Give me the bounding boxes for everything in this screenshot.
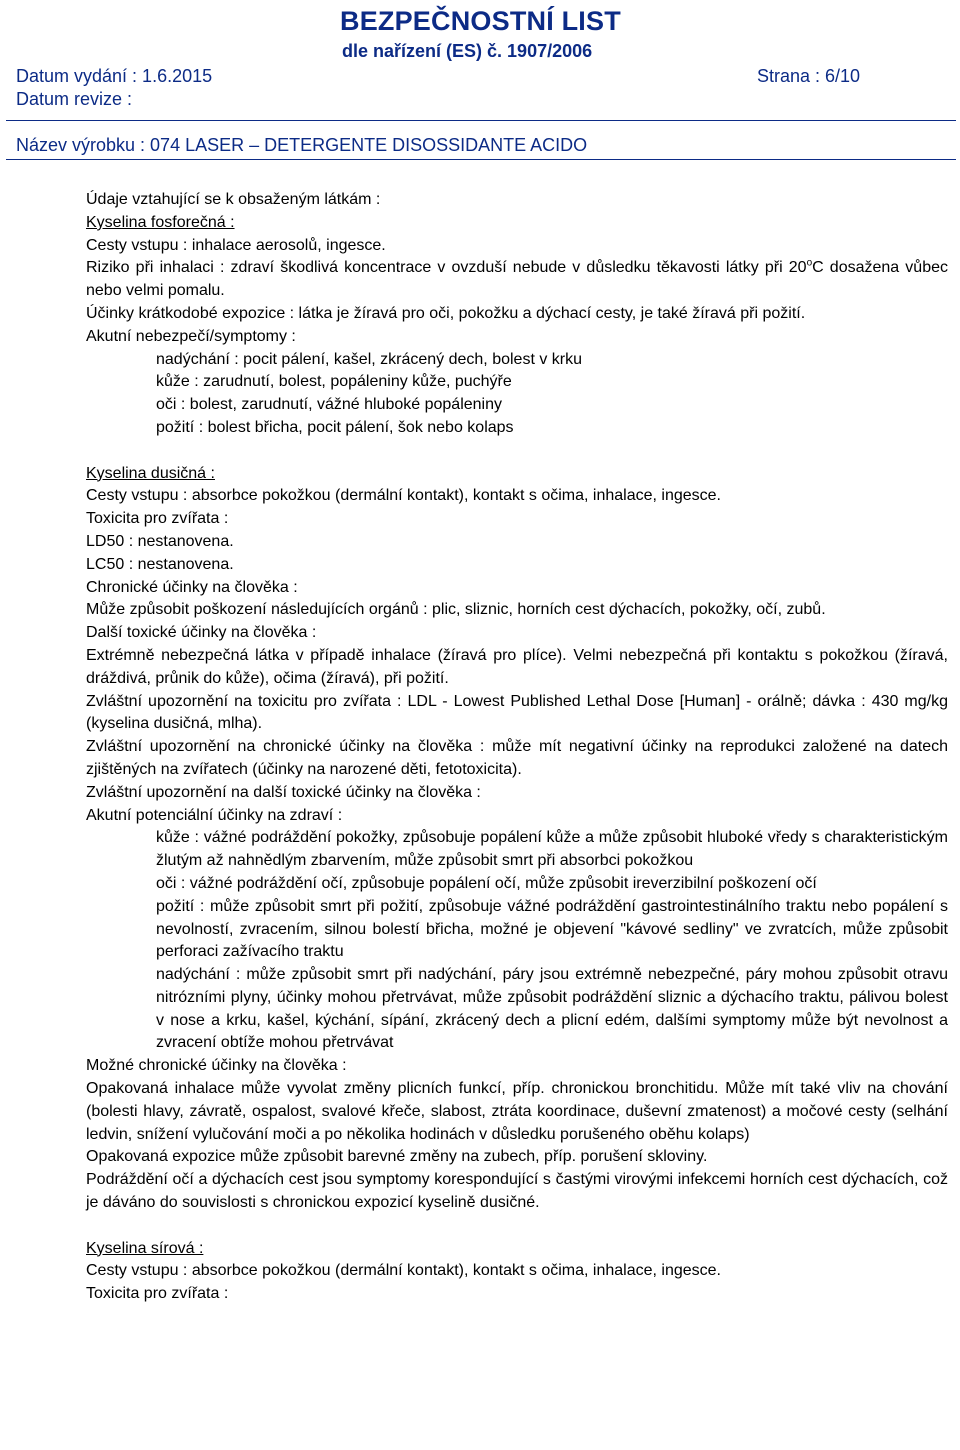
document-body <box>86 189 948 1306</box>
section-phosphoric-acid <box>86 212 948 440</box>
acute-potential-item: nadýchání : může způsobit smrt při nadýchání, páry jsou extrémně nebezpečné, páry mohou způsobit otravu nitrózními plyny, účinky mohou přetrvávat, může způsobit podráždění sliznic a dýchacího traktu, pálivou bolest v nose a krku, kašel, kýchání, sípání, zkrácený dech a plicní edém, dalšími symptomy může být nevolnost a zvracení obtíže mohou přetrvávat <box>156 966 948 1052</box>
other-effects-label: Další toxické účinky na člověka : <box>86 624 317 642</box>
acute-item: oči : bolest, zarudnutí, vážné hluboké popáleniny <box>156 396 503 414</box>
header-rule-top <box>6 120 956 121</box>
revision-date: Datum revize : <box>16 89 133 109</box>
acute-item: nadýchání : pocit pálení, kašel, zkrácený dech, bolest v krku <box>156 350 583 368</box>
section-sulfuric-acid <box>86 1238 948 1306</box>
issue-date: Datum vydání : 1.6.2015 <box>16 66 213 86</box>
routes-of-entry: Cesty vstupu : inhalace aerosolů, ingesce. <box>86 236 386 254</box>
regulation-subtitle: dle nařízení (ES) č. 1907/2006 <box>342 41 593 61</box>
acute-potential-item: oči : vážné podráždění očí, způsobuje popálení očí, může způsobit ireverzibilní poškození očí <box>156 874 817 892</box>
chronic-effects-label: Chronické účinky na člověka : <box>86 578 298 596</box>
section-spacer <box>86 440 948 463</box>
acute-item: kůže : zarudnutí, bolest, popáleniny kůže, puchýře <box>156 373 512 391</box>
header-rule-bottom <box>6 159 956 160</box>
special-toxicity-note: Zvláštní upozornění na toxicitu pro zvířata : LDL - Lowest Published Lethal Dose [Human] - orálně; dávka : 430 mg/kg (kyselina dusičná, mlha). <box>86 692 948 733</box>
routes-of-entry: Cesty vstupu : absorbce pokožkou (dermální kontakt), kontakt s očima, inhalace, ingesce. <box>86 1262 721 1280</box>
other-effects-text: Extrémně nebezpečná látka v případě inhalace (žíravá pro plíce). Velmi nebezpečná při kontaktu s pokožkou (žíravá, dráždivá, průnik do kůže), očima (žíravá), při požití. <box>86 646 948 687</box>
section-heading: Kyselina dusičná : <box>86 464 215 482</box>
inhalation-risk: Riziko při inhalaci : zdraví škodlivá koncentrace v ovzduší nebude v důsledku těkavosti látky při 20$^o$C dosažena vůbec nebo velmi pomalu. <box>86 258 949 300</box>
chronic-effects-text: Může způsobit poškození následujících orgánů : plic, sliznic, horních cest dýchacích, pokožky, očí, zubů. <box>86 601 826 619</box>
special-chronic-note: Zvláštní upozornění na chronické účinky na člověka : může mít negativní účinky na reprodukci založené na datech zjištěných na zvířatech (účinky na narozené děti, fetotoxicita). <box>86 738 948 778</box>
intro-line: Údaje vztahující se k obsaženým látkám : <box>86 191 381 208</box>
special-other-note: Zvláštní upozornění na další toxické účinky na člověka : <box>86 783 481 801</box>
possible-chronic-text: Opakovaná inhalace může vyvolat změny plicních funkcí, příp. chronickou bronchitidu. Může mít také vliv na chování (bolesti hlavy, závratě, ospalost, svalové křeče, slabost, ztráta koordinace, duševní zmatenost) a močové cesty (selhání ledvin, snížení vylučování moči a po několika hodinách v důsledku porušeného oběhu kolaps) <box>86 1080 948 1143</box>
page-number: Strana : 6/10 <box>757 66 861 86</box>
short-term-exposure: Účinky krátkodobé expozice : látka je žíravá pro oči, pokožku a dýchací cesty, je také žíravá při požití. <box>86 304 806 322</box>
possible-chronic-label: Možné chronické účinky na člověka : <box>86 1057 347 1075</box>
animal-toxicity-label: Toxicita pro zvířata : <box>86 510 229 528</box>
animal-toxicity-label: Toxicita pro zvířata : <box>86 1285 229 1303</box>
acute-potential-label: Akutní potenciální účinky na zdraví : <box>86 806 343 824</box>
acute-hazards-label: Akutní nebezpečí/symptomy : <box>86 327 296 345</box>
acute-potential-item: požití : může způsobit smrt při požití, způsobuje vážné podráždění gastrointestinálního traktu nebo popálení s nevolností, zvracením, silnou bolestí břicha, možné je objevení "kávové sedliny" ve zvratcích, může způsobit perforaci zažívacího traktu <box>156 897 948 961</box>
routes-of-entry: Cesty vstupu : absorbce pokožkou (dermální kontakt), kontakt s očima, inhalace, ingesce. <box>86 487 721 505</box>
product-name: Název výrobku : 074 LASER – DETERGENTE DISOSSIDANTE ACIDO <box>16 135 588 155</box>
document-title: BEZPEČNOSTNÍ LIST <box>340 6 621 36</box>
possible-chronic-text: Podráždění očí a dýchacích cest jsou symptomy korespondující s častými virovými infekcemi horních cest dýchacích, což je dáváno do souvislosti s chronickou expozicí kyselině dusičné. <box>86 1171 948 1212</box>
section-heading: Kyselina fosforečná : <box>86 213 235 231</box>
section-spacer <box>86 1215 948 1238</box>
acute-item: požití : bolest břicha, pocit pálení, šok nebo kolaps <box>156 418 514 436</box>
possible-chronic-text: Opakovaná expozice může způsobit barevné změny na zubech, příp. porušení skloviny. <box>86 1148 708 1166</box>
section-heading: Kyselina sírová : <box>86 1239 204 1257</box>
section-nitric-acid <box>86 463 948 1215</box>
document-header <box>0 0 960 162</box>
ld50-value: LD50 : nestanovena. <box>86 532 234 550</box>
lc50-value: LC50 : nestanovena. <box>86 555 234 573</box>
acute-potential-item: kůže : vážné podráždění pokožky, způsobuje popálení kůže a může způsobit hluboké vředy s charakteristickým žlutým až nahnědlým zbarvením, může způsobit smrt při absorbci pokožkou <box>156 829 948 870</box>
